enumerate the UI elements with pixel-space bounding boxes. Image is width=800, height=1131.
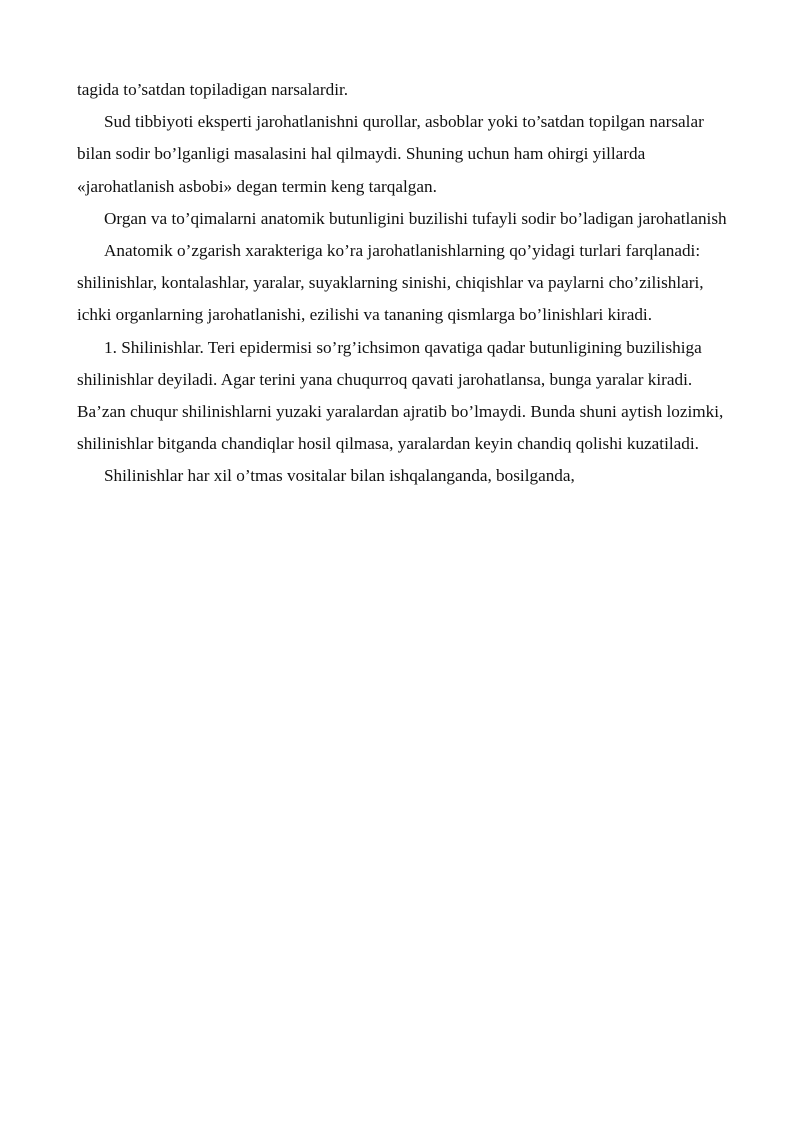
document-body bbox=[77, 74, 727, 493]
paragraph-expert-role: Sud tibbiyoti eksperti jarohatlanishni qurollar, asboblar yoki to’satdan topilgan narsalar bilan sodir bo’lganligi masalasini hal qilmaydi. Shuning uchun ham ohirgi yillarda «jarohatlanish asbobi» degan termin keng tarqalgan. bbox=[77, 112, 704, 196]
paragraph-continuation: tagida to’satdan topiladigan narsalardir. bbox=[77, 80, 349, 99]
paragraph-abrasion-causes: Shilinishlar har xil o’tmas vositalar bilan ishqalanganda, bosilganda, bbox=[104, 466, 575, 486]
paragraph-heading: Organ va to’qimalarni anatomik butunligini buzilishi tufayli sodir bo’ladigan jarohatlanish bbox=[104, 208, 727, 228]
paragraph-anatomic-types: Anatomik o’zgarish xarakteriga ko’ra jarohatlanishlarning qo’yidagi turlari farqlanadi: shilinishlar, kontalashlar, yaralar, suyaklarning sinishi, chiqishlar va paylarni cho’zilishlari, ichki organlarning jarohatlanishi, ezilishi va tananing qismlarga bo’linishlari kiradi. bbox=[77, 241, 704, 325]
paragraph-abrasions: 1. Shilinishlar. Teri epidermisi so’rg’ichsimon qavatiga qadar butunligining buzilishiga shilinishlar deyiladi. Agar terini yana chuqurroq qavati jarohatlansa, bunga yaralar kiradi. Ba’zan chuqur shilinishlarni yuzaki yaralardan ajratib bo’lmaydi. Bunda shuni aytish lozimki, shilinishlar bitganda chandiqlar hosil qilmasa, yaralardan keyin chandiq qolishi kuzatiladi. bbox=[77, 337, 724, 454]
